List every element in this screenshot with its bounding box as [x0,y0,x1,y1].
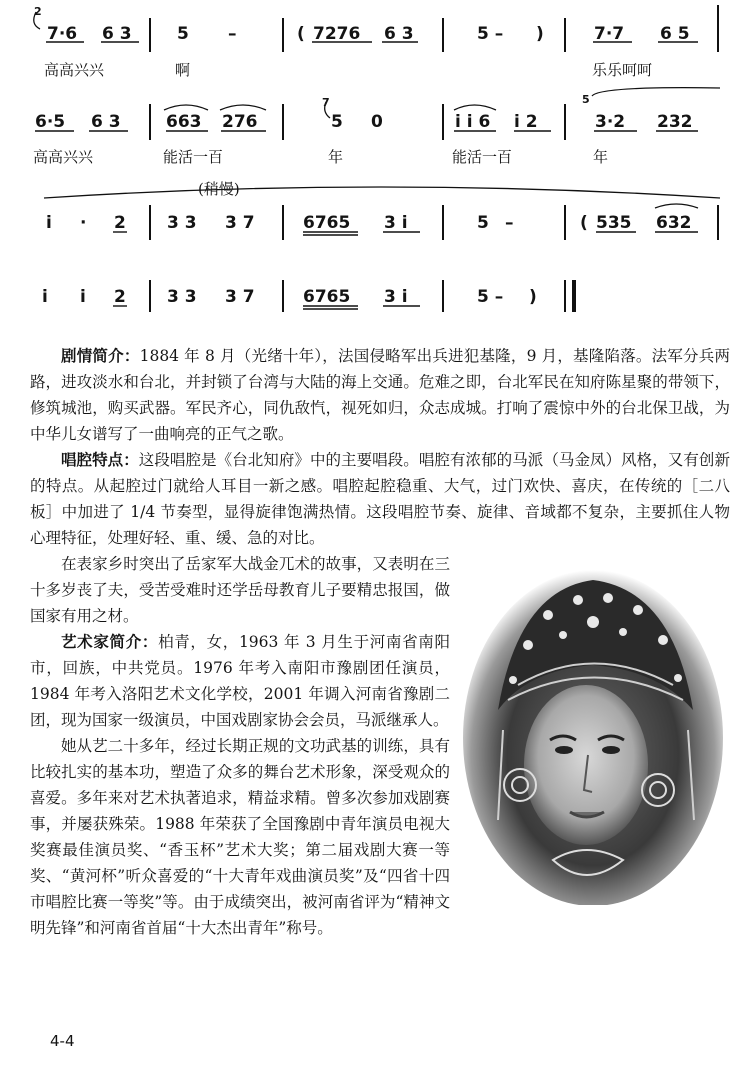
note-group: 6 5 [660,24,690,44]
lyric: 啊 [175,61,191,79]
vocal-text: 这段唱腔是《台北知府》中的主要唱段。唱腔有浓郁的马派（马金凤）风格，又有创新的特点。从起腔过门就给人耳目一新之感。唱腔起腔稳重、大气，过门欢快、喜庆，在传统的［二八板］中加进了 1/4 节奏型，显得旋律饱满热情。这段唱腔节奏、旋律、音域都不复杂，主要抓住人物心理特征，处理好轻、重、缓、急的对比。 [30,451,730,547]
note-group: 6765 [303,287,351,307]
note-group: 3 i [384,213,408,233]
article-body [30,343,730,941]
note-group: 3 3 [167,213,197,233]
plot-paragraph [30,343,730,447]
lyric: 高高兴兴 [44,61,105,79]
lyric: 乐乐呵呵 [592,61,653,79]
vocal-paragraph [30,447,730,551]
note-group: 232 [657,112,693,132]
grace-note: 7 [322,96,330,109]
note-group: 276 [222,112,258,132]
float-spacer [450,560,730,905]
lyric: 年 [328,148,344,166]
page-number: 4-4 [50,1032,75,1050]
artist-text: 柏青，女，1963 年 3 月生于河南省南阳市，回族，中共党员。1976 年考入南阳市豫剧团任演员，1984 年考入洛阳艺术文化学校，2001 年调入河南省豫剧二团，现为国家一级演员，中国戏剧家协会会员，马派继承人。 [30,633,450,729]
note-group: 0 [371,112,383,132]
note-group: · [80,213,87,233]
lyric: 能活一百 [452,148,513,166]
story-paragraph: 在表家乡时突出了岳家军大战金兀术的故事，又表明在三十多岁丧了夫，受苦受难时还学岳母教育儿子要精忠报国，做国家有用之材。 [30,555,450,625]
note-group: 2 [114,287,126,307]
note-group: – [505,213,514,233]
note-group: 2 [114,213,126,233]
music-score [0,0,750,335]
note-group: 5 [331,112,343,132]
note-group: 5 – [477,287,504,307]
note-group: 3 i [384,287,408,307]
note-group: i [42,287,48,307]
note-group: ) [536,24,544,44]
plot-text: 1884 年 8 月（光绪十年），法国侵略军出兵进犯基隆，9 月，基隆陷落。法军分兵两路，进攻淡水和台北，并封锁了台湾与大陆的海上交通。危难之即，台北军民在知府陈星聚的带领下，修筑城池，购买武器。军民齐心，同仇敌忾，视死如归，众志成城。打响了震惊中外的台北保卫战，为中华儿女谱写了一曲响亮的正气之歌。 [30,347,730,443]
note-group: 3·2 [595,112,626,132]
note-group: 632 [656,213,692,233]
note-group: ( [580,213,588,233]
note-group: i i 6 [455,112,491,132]
note-group: 7·7 [594,24,625,44]
artist-label: 艺术家简介： [61,632,159,651]
note-group: i 2 [514,112,538,132]
note-group: 5 [477,213,489,233]
note-group: 5 – [477,24,504,44]
note-group: 6765 [303,213,351,233]
lyric: 高高兴兴 [33,148,94,166]
career-paragraph: 她从艺二十多年，经过长期正规的文功武基的训练，具有比较扎实的基本功，塑造了众多的舞台艺术形象，深受观众的喜爱。多年来对艺术执著追求，精益求精。曾多次参加戏剧赛事，并屡获殊荣。1988 年荣获了全国豫剧中青年演员电视大奖赛最佳演员奖、“香玉杯”艺术大奖；第二届戏剧大赛一等奖、“黄河杯”听众喜爱的“十大青年戏曲演员奖”及“四省十四市唱腔比赛一等奖”等。由于成绩突出，被河南省评为“精神文明先锋”和河南省首届“十大杰出青年”称号。 [30,737,450,937]
note-group: 6·5 [35,112,66,132]
note-group: i [46,213,52,233]
note-group: 6 3 [102,24,132,44]
note-group: 7·6 [47,24,78,44]
note-group: i [80,287,86,307]
note-group: 3 7 [225,287,255,307]
note-group: ) [529,287,537,307]
note-group: 5 [177,24,189,44]
score-lines [0,0,750,335]
note-group: 3 7 [225,213,255,233]
grace-note: 5 [582,93,590,106]
note-group: ( [297,24,305,44]
vocal-label: 唱腔特点： [61,450,139,469]
note-group: 6 3 [91,112,121,132]
plot-label: 剧情简介： [61,346,140,365]
note-group: 3 3 [167,287,197,307]
tempo-mark: (稍慢) [198,180,240,198]
note-group: – [228,24,237,44]
lyric: 年 [593,148,609,166]
note-group: 6 3 [384,24,414,44]
grace-note: 2 [34,5,42,18]
lyric: 能活一百 [163,148,224,166]
note-group: 535 [596,213,632,233]
note-group: 7276 [313,24,361,44]
note-group: 663 [166,112,202,132]
